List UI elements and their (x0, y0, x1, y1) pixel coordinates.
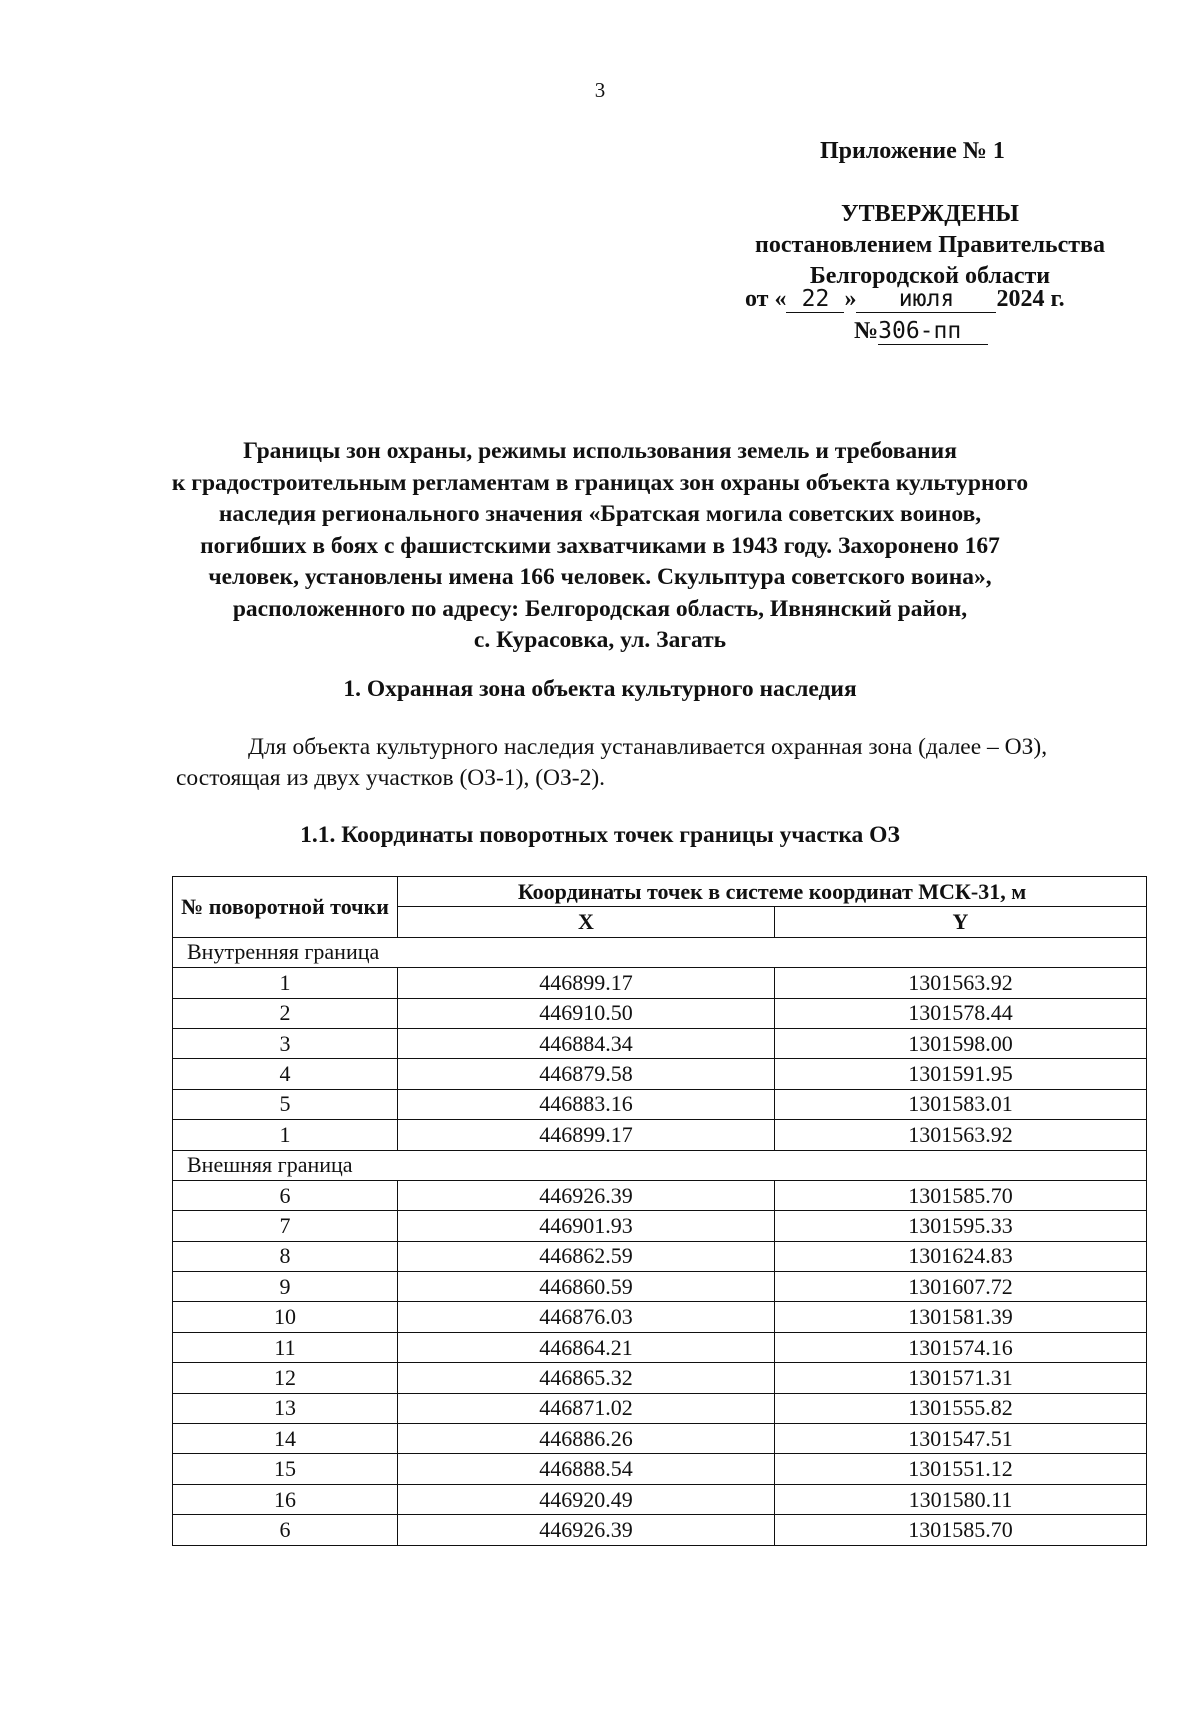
group-row (173, 1150, 1147, 1180)
point-number-cell: 16 (173, 1484, 398, 1514)
point-number-cell: 1 (173, 968, 398, 998)
point-number-cell: 9 (173, 1272, 398, 1302)
title-line: человек, установлены имена 166 человек. Скульптура советского воина», (208, 564, 992, 590)
point-number-cell: 7 (173, 1211, 398, 1241)
approved-heading: УТВЕРЖДЕНЫ (841, 201, 1019, 227)
x-coordinate-cell: 446864.21 (398, 1332, 775, 1362)
annex-label: Приложение № 1 (820, 138, 1005, 164)
title-line: к градостроительным регламентам в границах зон охраны объекта культурного (171, 469, 1029, 496)
header-coords: Координаты точек в системе координат МСК-31, м (398, 877, 1147, 907)
point-number-cell: 14 (173, 1424, 398, 1454)
y-coordinate-cell: 1301591.95 (775, 1059, 1147, 1089)
subsection-heading: 1.1. Координаты поворотных точек границы участка ОЗ (300, 822, 900, 848)
y-coordinate-cell: 1301607.72 (775, 1272, 1147, 1302)
title-line: погибших в боях с фашистскими захватчиками в 1943 году. Захоронено 167 (200, 532, 1000, 559)
point-number-cell: 5 (173, 1089, 398, 1119)
date-day: 22 (786, 286, 844, 313)
table-row (173, 1424, 1147, 1454)
y-coordinate-cell: 1301563.92 (775, 968, 1147, 998)
table-row (173, 998, 1147, 1028)
approval-date (745, 286, 1065, 313)
number-value: 306-пп (878, 318, 988, 345)
y-coordinate-cell: 1301595.33 (775, 1211, 1147, 1241)
title-line: с. Курасовка, ул. Загать (473, 627, 727, 653)
y-coordinate-cell: 1301624.83 (775, 1241, 1147, 1271)
header-x: X (398, 907, 775, 937)
table-row (173, 1302, 1147, 1332)
x-coordinate-cell: 446879.58 (398, 1059, 775, 1089)
x-coordinate-cell: 446876.03 (398, 1302, 775, 1332)
date-quote-close: » (844, 286, 857, 312)
header-y: Y (775, 907, 1147, 937)
number-prefix: № (854, 318, 879, 344)
y-coordinate-cell: 1301551.12 (775, 1454, 1147, 1484)
y-coordinate-cell: 1301581.39 (775, 1302, 1147, 1332)
table-row (173, 1332, 1147, 1362)
x-coordinate-cell: 446899.17 (398, 1120, 775, 1150)
point-number-cell: 6 (173, 1515, 398, 1545)
y-coordinate-cell: 1301583.01 (775, 1089, 1147, 1119)
x-coordinate-cell: 446920.49 (398, 1484, 775, 1514)
point-number-cell: 13 (173, 1393, 398, 1423)
title-line: Границы зон охраны, режимы использования земель и требования (243, 438, 957, 464)
point-number-cell: 8 (173, 1241, 398, 1271)
table-row (173, 1120, 1147, 1150)
point-number-cell: 15 (173, 1454, 398, 1484)
table-row (173, 968, 1147, 998)
table-row (173, 1089, 1147, 1119)
date-year: 2024 г. (996, 286, 1065, 312)
coordinates-table (172, 876, 1147, 1546)
section-paragraph: Для объекта культурного наследия устанавливается охранная зона (далее – ОЗ), состоящая из двух участков (ОЗ-1), (ОЗ-2). (176, 734, 1048, 791)
y-coordinate-cell: 1301555.82 (775, 1393, 1147, 1423)
x-coordinate-cell: 446884.34 (398, 1028, 775, 1058)
table-row (173, 1180, 1147, 1210)
title-line: расположенного по адресу: Белгородская область, Ивнянский район, (232, 595, 968, 622)
table-row (173, 1211, 1147, 1241)
approval-line-1: постановлением Правительства (754, 232, 1105, 258)
table-row (173, 1363, 1147, 1393)
table-row (173, 1241, 1147, 1271)
y-coordinate-cell: 1301547.51 (775, 1424, 1147, 1454)
point-number-cell: 11 (173, 1332, 398, 1362)
section-heading: 1. Охранная зона объекта культурного наследия (343, 676, 857, 702)
approval-block (720, 136, 1140, 292)
date-prefix: от « (745, 286, 787, 312)
x-coordinate-cell: 446910.50 (398, 998, 775, 1028)
y-coordinate-cell: 1301571.31 (775, 1363, 1147, 1393)
point-number-cell: 3 (173, 1028, 398, 1058)
y-coordinate-cell: 1301563.92 (775, 1120, 1147, 1150)
table-row (173, 1028, 1147, 1058)
x-coordinate-cell: 446926.39 (398, 1515, 775, 1545)
point-number-cell: 12 (173, 1363, 398, 1393)
x-coordinate-cell: 446926.39 (398, 1180, 775, 1210)
approval-number (854, 318, 988, 345)
table-row (173, 1454, 1147, 1484)
table-row (173, 1393, 1147, 1423)
x-coordinate-cell: 446862.59 (398, 1241, 775, 1271)
page-number: 3 (594, 78, 606, 102)
x-coordinate-cell: 446871.02 (398, 1393, 775, 1423)
x-coordinate-cell: 446865.32 (398, 1363, 775, 1393)
date-month: июля (856, 286, 996, 313)
x-coordinate-cell: 446860.59 (398, 1272, 775, 1302)
x-coordinate-cell: 446901.93 (398, 1211, 775, 1241)
y-coordinate-cell: 1301585.70 (775, 1515, 1147, 1545)
group-label: Внутренняя граница (173, 937, 1147, 967)
point-number-cell: 1 (173, 1120, 398, 1150)
x-coordinate-cell: 446888.54 (398, 1454, 775, 1484)
table-row (173, 1059, 1147, 1089)
y-coordinate-cell: 1301574.16 (775, 1332, 1147, 1362)
y-coordinate-cell: 1301598.00 (775, 1028, 1147, 1058)
table-body (173, 937, 1147, 1545)
document-title (160, 436, 1040, 657)
y-coordinate-cell: 1301580.11 (775, 1484, 1147, 1514)
table-row (173, 1484, 1147, 1514)
header-point: № поворотной точки (173, 877, 398, 938)
table-row (173, 1515, 1147, 1545)
point-number-cell: 6 (173, 1180, 398, 1210)
point-number-cell: 4 (173, 1059, 398, 1089)
group-label: Внешняя граница (173, 1150, 1147, 1180)
y-coordinate-cell: 1301578.44 (775, 998, 1147, 1028)
table-row (173, 1272, 1147, 1302)
point-number-cell: 10 (173, 1302, 398, 1332)
y-coordinate-cell: 1301585.70 (775, 1180, 1147, 1210)
point-number-cell: 2 (173, 998, 398, 1028)
approval-line-2: Белгородской области (809, 263, 1051, 289)
group-row (173, 937, 1147, 967)
x-coordinate-cell: 446886.26 (398, 1424, 775, 1454)
title-line: наследия регионального значения «Братская могила советских воинов, (218, 501, 982, 527)
x-coordinate-cell: 446899.17 (398, 968, 775, 998)
x-coordinate-cell: 446883.16 (398, 1089, 775, 1119)
